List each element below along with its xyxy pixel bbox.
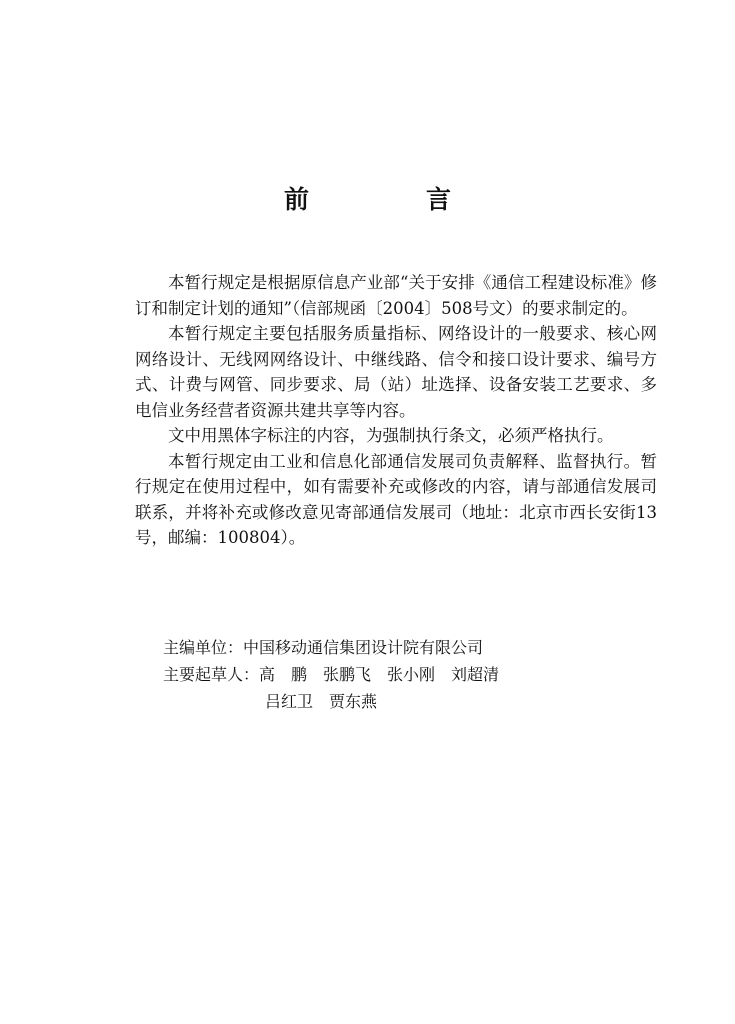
drafters-line: 主要起草人：高 鹏 张鹏飞 张小刚 刘超清: [163, 665, 500, 684]
paragraph-4: 本暂行规定由工业和信息化部通信发展司负责解释、监督执行。暂行规定在使用过程中，如有需要补充或修改的内容，请与部通信发展司联系，并将补充或修改意见寄部通信发展司（地址：北京市西长安街13号，邮编：100804）。: [135, 451, 657, 547]
paragraph-3: 文中用黑体字标注的内容，为强制执行条文，必须严格执行。: [168, 426, 614, 445]
editor-unit-line: 主编单位：中国移动通信集团设计院有限公司: [163, 638, 484, 657]
credits-block: [163, 634, 623, 715]
preface-body: [135, 270, 657, 551]
paragraph-2: 本暂行规定主要包括服务质量指标、网络设计的一般要求、核心网网络设计、无线网网络设计、中继线路、信令和接口设计要求、编号方式、计费与网管、同步要求、局（站）址选择、设备安装工艺要求、多电信业务经营者资源共建共享等内容。: [135, 324, 657, 420]
paragraph-1: 本暂行规定是根据原信息产业部“关于安排《通信工程建设标准》修订和制定计划的通知”（信部规函〔2004〕508号文）的要求制定的。: [135, 273, 657, 318]
page-title: 前 言: [283, 185, 497, 214]
drafters-line-2: 吕红卫 贾东燕: [265, 692, 378, 711]
